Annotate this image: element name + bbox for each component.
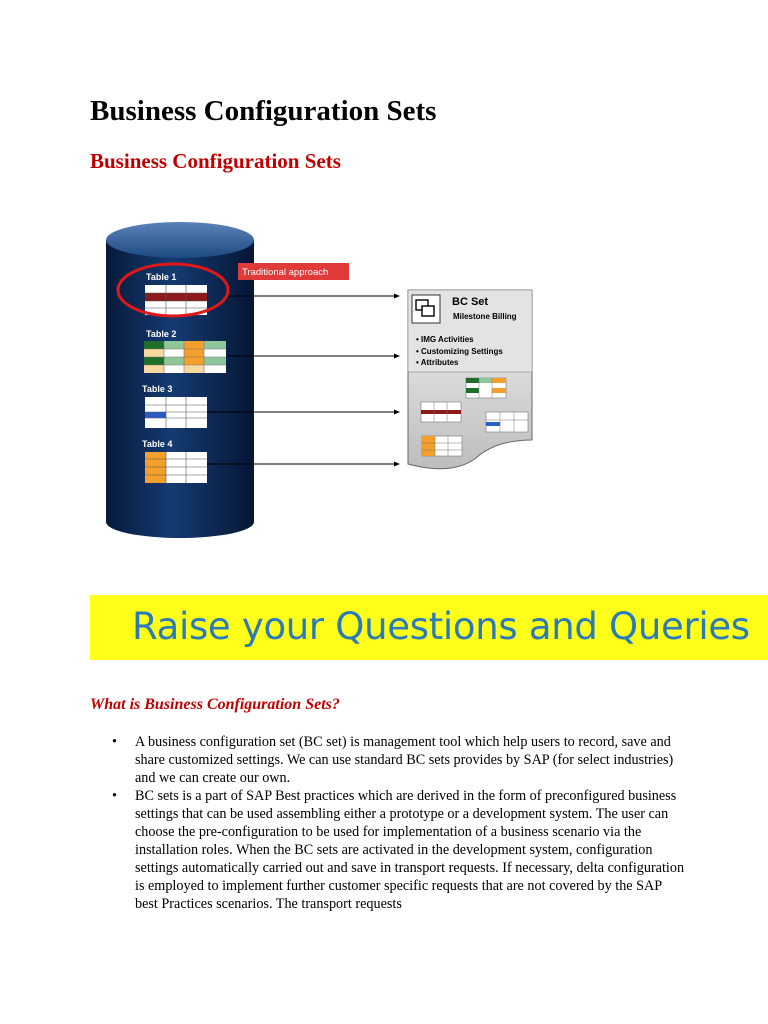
mini-table-blue	[486, 412, 528, 432]
table-1-grid	[145, 285, 207, 315]
traditional-approach-callout	[238, 263, 349, 280]
svg-text:Traditional approach: Traditional approach	[242, 267, 329, 278]
section-title: Business Configuration Sets	[90, 149, 341, 173]
page-title: Business Configuration Sets	[90, 95, 437, 127]
table-2-grid	[144, 341, 226, 373]
bc-set-subtitle: Milestone Billing	[453, 312, 517, 321]
questions-banner	[90, 595, 768, 660]
bullet-symbol: •	[112, 734, 117, 750]
bc-set-item: • IMG Activities	[416, 335, 474, 344]
mini-table-red	[421, 402, 461, 422]
question-heading: What is Business Configuration Sets?	[90, 696, 340, 713]
table-1-label: Table 1	[146, 272, 177, 282]
list-item	[112, 733, 687, 787]
bc-set-diagram	[96, 210, 544, 550]
table-3-label: Table 3	[142, 384, 173, 394]
mini-table-green	[466, 378, 506, 398]
table-3-grid	[145, 397, 207, 428]
list-item-text: BC sets is a part of SAP Best practices which are derived in the form of preconfigured business settings that can be used assembling either a prototype or a development system. The user can choose the pre-configuration to be used for implementation of a business scenario via the installation roles. When the BC sets are activated in the development system, configuration settings automatically carried out and save in transport requests. If necessary, delta configuration is employed to implement further customer specific requests that are not covered by the SAP best Practices scenarios. The transport requests	[135, 788, 685, 912]
bullet-symbol: •	[112, 788, 117, 804]
list-item-text: A business configuration set (BC set) is management tool which help users to record, save and share customized settings. We can use standard BC sets provides by SAP (for select industries) and we can create our own.	[135, 734, 674, 786]
bc-set-title: BC Set	[452, 296, 489, 308]
table-4-grid	[145, 452, 207, 483]
list-item	[112, 787, 687, 913]
banner-text: Raise your Questions and Queries	[132, 605, 750, 648]
bc-set-item: • Customizing Settings	[416, 347, 503, 356]
table-4-label: Table 4	[142, 439, 173, 449]
bullet-list	[112, 733, 687, 913]
mini-table-orange	[422, 436, 462, 456]
table-2-label: Table 2	[146, 329, 177, 339]
database-cylinder	[106, 222, 254, 538]
bc-set-item: • Attributes	[416, 358, 459, 367]
bc-set-document	[408, 290, 532, 469]
bc-set-icon	[412, 295, 440, 323]
